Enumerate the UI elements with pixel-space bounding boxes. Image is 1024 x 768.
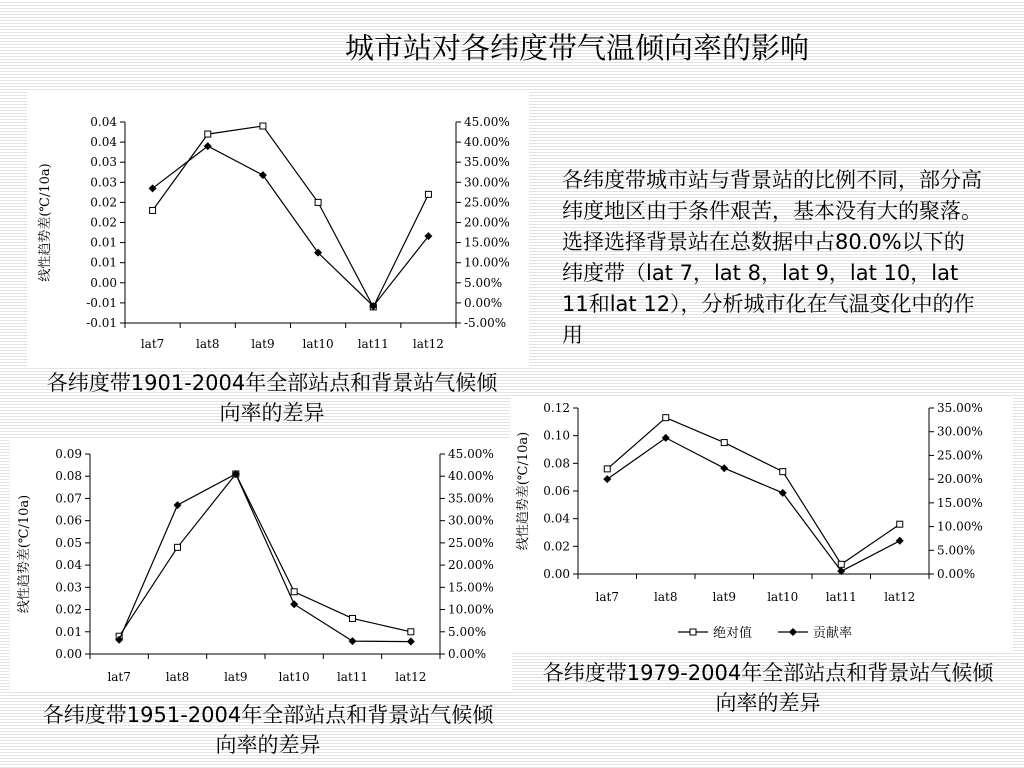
absolute-value-point [838,561,844,567]
legend-label-contribution: 贡献率 [813,626,853,641]
right-tick-label: 40.00% [464,135,510,150]
right-tick-label: 20.00% [937,472,983,487]
right-tick-label: 45.00% [464,115,510,129]
absolute-value-line [153,126,429,307]
contribution-rate-point [259,171,267,179]
absolute-value-point [291,589,297,595]
absolute-value-point [315,199,321,205]
left-tick-label: 0.01 [90,255,117,270]
y-axis-title: 线性趋势差(℃/10a) [38,163,53,282]
contribution-rate-line [607,438,900,571]
right-tick-label: 35.00% [464,155,510,170]
legend-label-absolute: 绝对值 [713,626,753,641]
left-tick-label: 0.03 [90,175,117,190]
left-tick-label: 0.06 [55,513,82,528]
category-label: lat10 [302,337,334,351]
right-tick-label: 10.00% [937,519,983,534]
right-tick-label: 45.00% [448,447,494,461]
right-tick-label: 20.00% [464,215,510,230]
left-tick-label: 0.04 [55,558,82,573]
left-tick-label: 0.09 [55,447,82,461]
chart-panel-1901 [27,90,529,366]
right-tick-label: 0.00% [937,567,976,581]
category-label: lat10 [767,590,799,604]
category-label: lat11 [357,337,389,351]
left-tick-label: 0.05 [55,535,82,550]
right-tick-label: 10.00% [448,602,494,617]
category-label: lat9 [712,590,736,604]
contribution-rate-point [720,464,728,472]
category-label: lat8 [654,590,678,604]
caption-1979-2004: 各纬度带1979-2004年全部站点和背景站气候倾向率的差异 [542,661,994,715]
absolute-value-point [175,544,181,550]
left-tick-label: 0.04 [90,115,117,129]
contribution-rate-point [407,638,415,646]
category-label: lat8 [196,337,220,351]
absolute-value-point [408,629,414,635]
right-tick-label: 0.00% [448,647,487,661]
page-title: 城市站对各纬度带气温倾向率的影响 [344,31,809,65]
left-tick-label: 0.06 [543,484,570,498]
right-tick-label: 30.00% [448,513,494,528]
right-tick-label: 30.00% [937,424,983,439]
left-tick-label: -0.01 [86,295,117,310]
left-tick-label: -0.01 [86,316,117,330]
contribution-rate-line [119,474,411,642]
left-tick-label: 0.02 [543,539,570,554]
category-label: lat7 [140,337,165,351]
absolute-value-point [604,466,610,472]
category-label: lat12 [884,590,916,604]
contribution-rate-line [153,146,429,306]
right-tick-label: 40.00% [448,469,494,484]
contribution-rate-point [662,434,670,442]
right-tick-label: 15.00% [448,580,494,595]
right-tick-label: 35.00% [448,491,494,506]
right-tick-label: 25.00% [937,448,983,463]
left-tick-label: 0.10 [543,428,570,443]
category-label: lat7 [107,670,131,684]
right-tick-label: 15.00% [937,495,983,510]
category-label: lat10 [278,670,310,684]
category-label: lat11 [336,670,369,684]
left-tick-label: 0.00 [90,275,117,290]
absolute-value-point [721,440,727,446]
chart-1979-2004 [510,398,1013,653]
category-label: lat8 [165,670,190,684]
absolute-value-point [350,615,356,621]
absolute-value-point [425,191,431,197]
absolute-value-point [663,415,669,421]
left-tick-label: 0.04 [90,135,117,150]
right-tick-label: 30.00% [464,175,510,190]
description-text: 各纬度带城市站与背景站的比例不同，部分高纬度地区由于条件艰苦，基本没有大的聚落。选择选择背景站在总数据中占80.0%以下的纬度带（lat 7，lat 8，lat 9，lat 10，lat 11和lat 12），分析城市化在气温变化中的作用 [562,168,982,347]
absolute-value-point [897,521,903,527]
right-tick-label: 25.00% [448,535,494,550]
right-tick-label: 5.00% [448,624,487,639]
left-tick-label: 0.03 [90,155,117,170]
absolute-value-point [205,131,211,137]
legend-marker-absolute [690,629,696,635]
absolute-value-line [607,418,900,565]
left-tick-label: 0.12 [543,401,570,415]
left-tick-label: 0.00 [55,647,82,661]
y-axis-title: 线性趋势差(℃/10a) [17,494,32,614]
contribution-rate-point [896,537,904,545]
absolute-value-point [260,123,266,129]
chart-panel-1951 [10,438,512,690]
category-label: lat12 [412,337,444,351]
legend-marker-contribution [789,628,797,636]
left-tick-label: 0.07 [55,491,82,506]
contribution-rate-point [290,600,298,608]
left-tick-label: 0.02 [90,195,117,210]
left-tick-label: 0.03 [55,580,82,595]
contribution-rate-point [603,475,611,483]
right-tick-label: 5.00% [937,543,976,558]
left-tick-label: 0.02 [55,602,82,617]
category-label: lat7 [595,590,619,604]
absolute-value-point [780,469,786,475]
caption-1901-2004: 各纬度带1901-2004年全部站点和背景站气候倾向率的差异 [46,371,498,425]
left-tick-label: 0.02 [90,215,117,230]
left-tick-label: 0.01 [55,624,82,639]
left-tick-label: 0.08 [543,456,570,471]
left-tick-label: 0.01 [90,235,117,250]
y-axis-title: 线性趋势差(℃/10a) [516,431,531,551]
contribution-rate-point [349,637,357,645]
right-tick-label: 35.00% [937,401,983,415]
chart-panel-1979 [510,398,1013,653]
absolute-value-line [119,474,411,636]
right-tick-label: 10.00% [464,255,510,270]
right-tick-label: 15.00% [464,235,510,250]
category-label: lat12 [395,670,427,684]
right-tick-label: 20.00% [448,558,494,573]
left-tick-label: 0.04 [543,511,570,526]
right-tick-label: 0.00% [464,295,503,310]
category-label: lat9 [251,337,275,351]
contribution-rate-point [174,501,182,509]
category-label: lat9 [224,670,248,684]
right-tick-label: 5.00% [464,275,503,290]
caption-1951-2004: 各纬度带1951-2004年全部站点和背景站气候倾向率的差异 [42,703,494,757]
chart-1901-2004 [27,90,529,366]
left-tick-label: 0.00 [543,567,570,581]
absolute-value-point [150,207,156,213]
right-tick-label: -5.00% [464,316,507,330]
category-label: lat11 [825,590,857,604]
right-tick-label: 25.00% [464,195,510,210]
left-tick-label: 0.08 [55,469,82,484]
chart-1951-2004 [10,438,512,690]
